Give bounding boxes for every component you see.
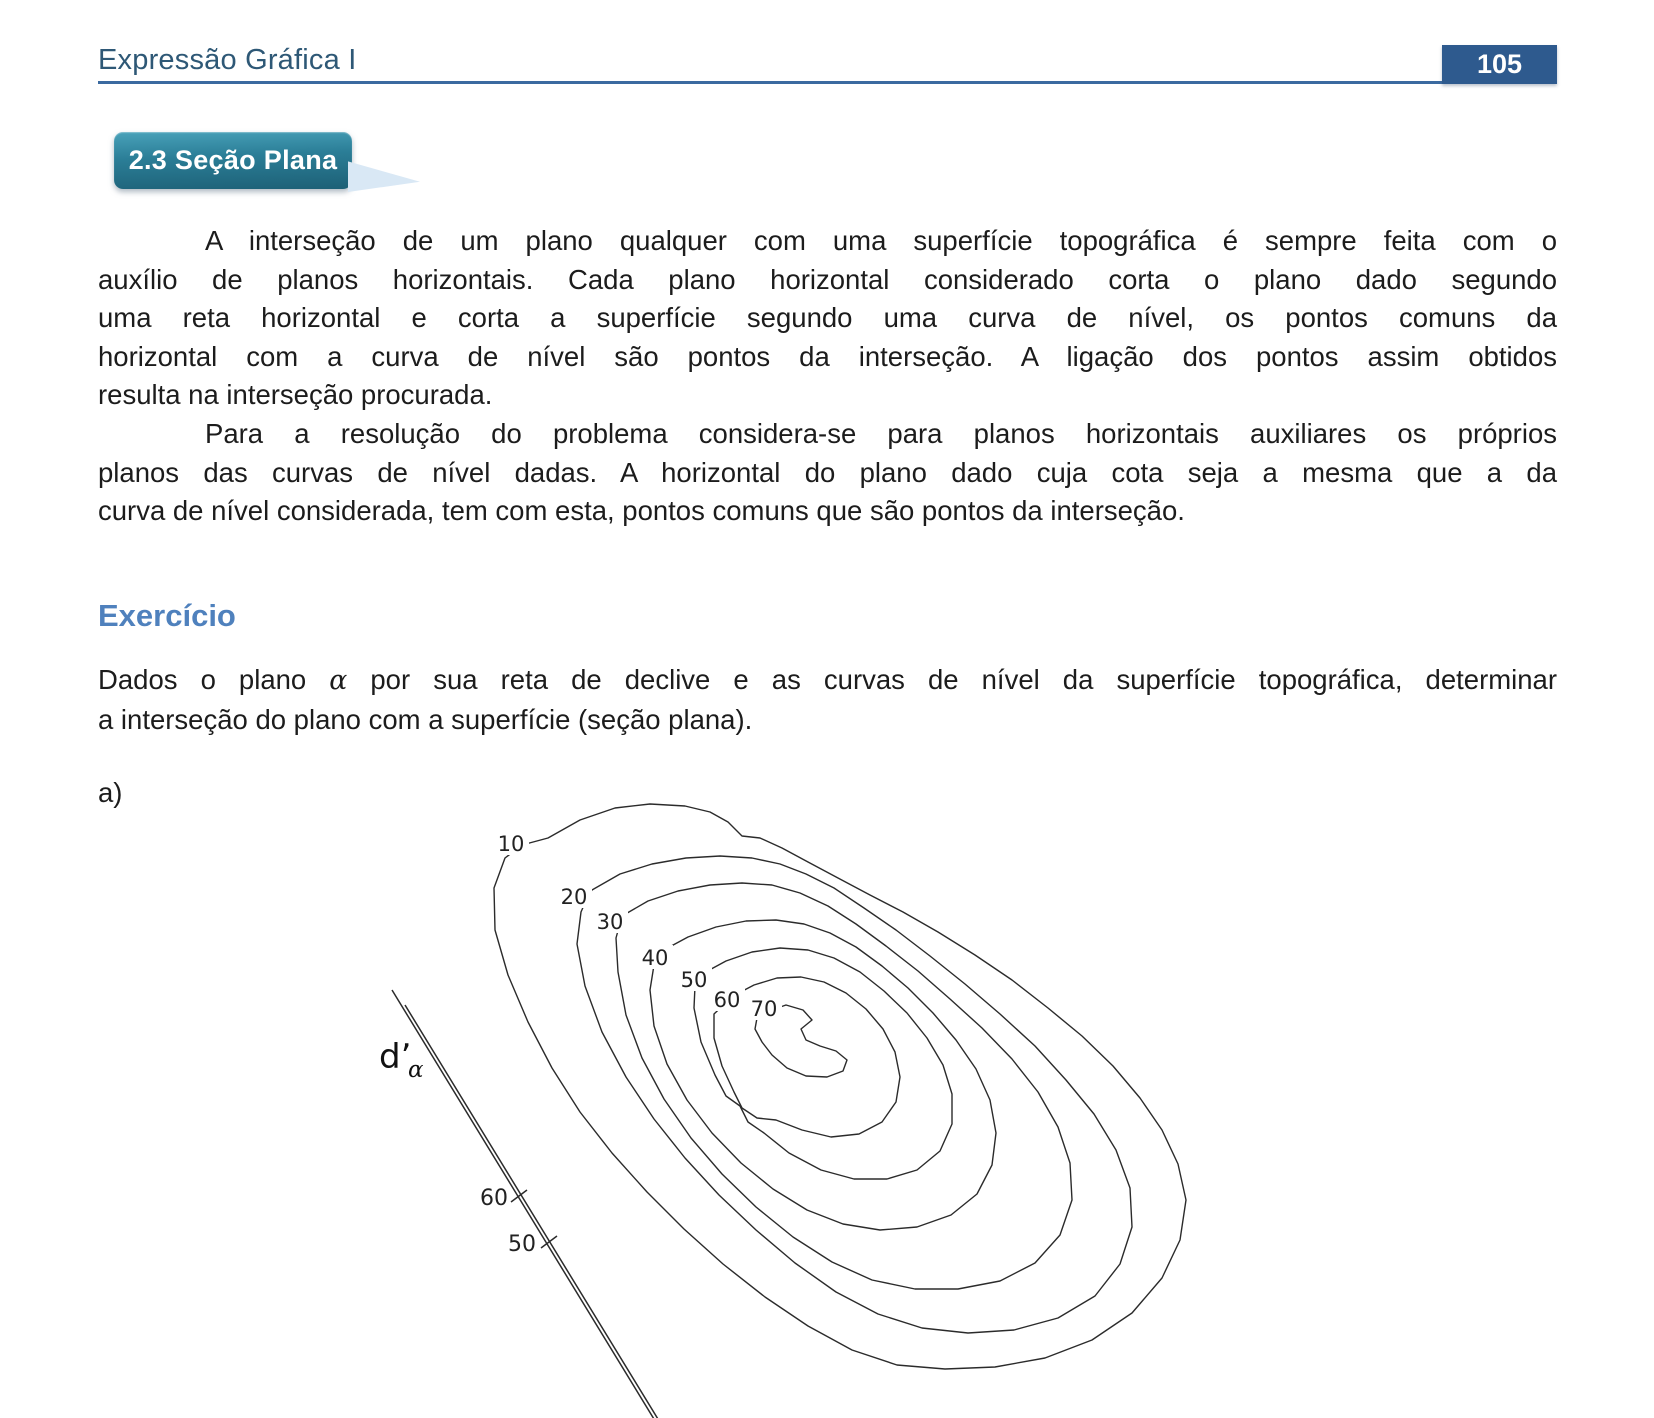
decline-line-2	[405, 1005, 661, 1418]
exercise-line-text: a)	[98, 777, 123, 809]
contour-label-60: 60	[713, 988, 741, 1012]
page-title: Expressão Gráfica I	[98, 44, 357, 76]
section-badge-swoosh	[348, 158, 420, 192]
text-line: auxílio de planos horizontais. Cada plano horizontal considerado corta o plano dado segundo	[98, 263, 1557, 295]
text-line: curva de nível considerada, tem com esta, pontos comuns que são pontos da interseção.	[98, 495, 1185, 527]
text-line: Para a resolução do problema considera-se para planos horizontais auxiliares os próprios	[205, 417, 1557, 449]
section-title: 2.3 Seção Plana	[128, 145, 338, 175]
header-rule	[98, 81, 1557, 84]
contour-line-20	[577, 856, 1132, 1333]
contour-label-10: 10	[497, 832, 525, 856]
contour-line-30	[616, 883, 1072, 1289]
exercise-line-text: Dados o plano	[98, 664, 330, 695]
contour-label-50: 50	[680, 968, 708, 992]
page-number-badge: 105	[1442, 45, 1557, 84]
exercise-line-text: por sua reta de declive e as curvas de nível da superfície topográfica, determinar	[347, 664, 1557, 695]
exercise-line-text: a interseção do plano com a superfície (seção plana).	[98, 703, 753, 735]
body-paragraphs	[98, 222, 1557, 531]
contour-label-30: 30	[596, 910, 624, 934]
decline-line-label-subscript: α	[408, 1057, 424, 1083]
text-line: horizontal com a curva de nível são pontos da interseção. A ligação dos pontos assim obtidos	[98, 340, 1557, 372]
contour-line-10	[494, 804, 1186, 1369]
contour-line-50	[694, 948, 952, 1179]
tick-label-60: 60	[480, 1186, 508, 1211]
contour-label-20: 20	[560, 885, 588, 909]
exercise-heading: Exercício	[98, 598, 236, 633]
greek-alpha: α	[329, 665, 348, 696]
exercise-line	[98, 661, 1557, 701]
contour-figure	[330, 765, 1250, 1418]
exercise-line	[98, 701, 1557, 740]
section-badge	[114, 132, 352, 189]
contour-label-70: 70	[750, 997, 778, 1021]
contour-label-40: 40	[641, 946, 669, 970]
contour-map-svg	[330, 765, 1250, 1418]
text-line: resulta na interseção procurada.	[98, 379, 493, 411]
text-line: uma reta horizontal e corta a superfície segundo uma curva de nível, os pontos comuns da	[98, 302, 1557, 334]
decline-line-label: d’	[379, 1037, 412, 1077]
text-line: planos das curvas de nível dadas. A horizontal do plano dado cuja cota seja a mesma que a da	[98, 456, 1557, 488]
tick-label-50: 50	[508, 1232, 536, 1257]
text-line: A interseção de um plano qualquer com uma superfície topográfica é sempre feita com o	[205, 225, 1557, 256]
